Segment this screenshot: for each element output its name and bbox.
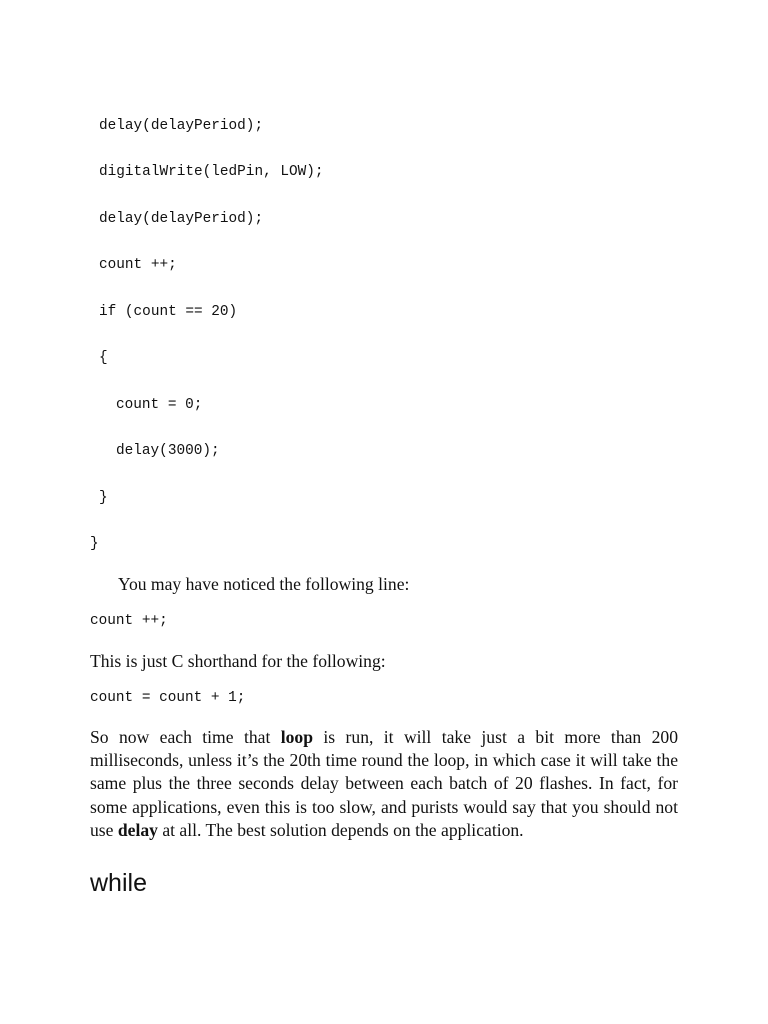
code-line: delay(delayPeriod);: [99, 118, 264, 134]
code-line: count = 0;: [116, 397, 203, 413]
code-line: if (count == 20): [99, 304, 238, 320]
document-page: [90, 0, 678, 1024]
paragraph-text: at all. The best solution depends on the application.: [157, 819, 524, 840]
code-line: }: [99, 490, 108, 506]
code-snippet: count ++;: [90, 613, 168, 629]
code-line: delay(3000);: [116, 443, 220, 459]
code-line: delay(delayPeriod);: [99, 211, 264, 227]
paragraph: This is just C shorthand for the following:: [90, 651, 386, 671]
code-line: {: [99, 350, 108, 366]
keyword-loop: loop: [280, 727, 314, 747]
code-line: count ++;: [99, 257, 177, 273]
section-heading: while: [90, 869, 147, 897]
body-paragraph: [90, 726, 678, 842]
code-snippet: count = count + 1;: [90, 690, 246, 706]
paragraph-text: So now each time that: [90, 727, 281, 747]
code-line: }: [90, 536, 99, 552]
keyword-delay: delay: [117, 819, 158, 840]
paragraph-text: is run, it will take just a bit more than 200 milliseconds, unless it’s the 20th time round the loop, in which case it will take the same plus the three seconds delay between each batch of 20 flashes. In fact, for some applications, even this is too slow, and purists would say that you should not use: [90, 727, 679, 840]
code-line: digitalWrite(ledPin, LOW);: [99, 164, 324, 180]
paragraph: You may have noticed the following line:: [118, 574, 410, 594]
